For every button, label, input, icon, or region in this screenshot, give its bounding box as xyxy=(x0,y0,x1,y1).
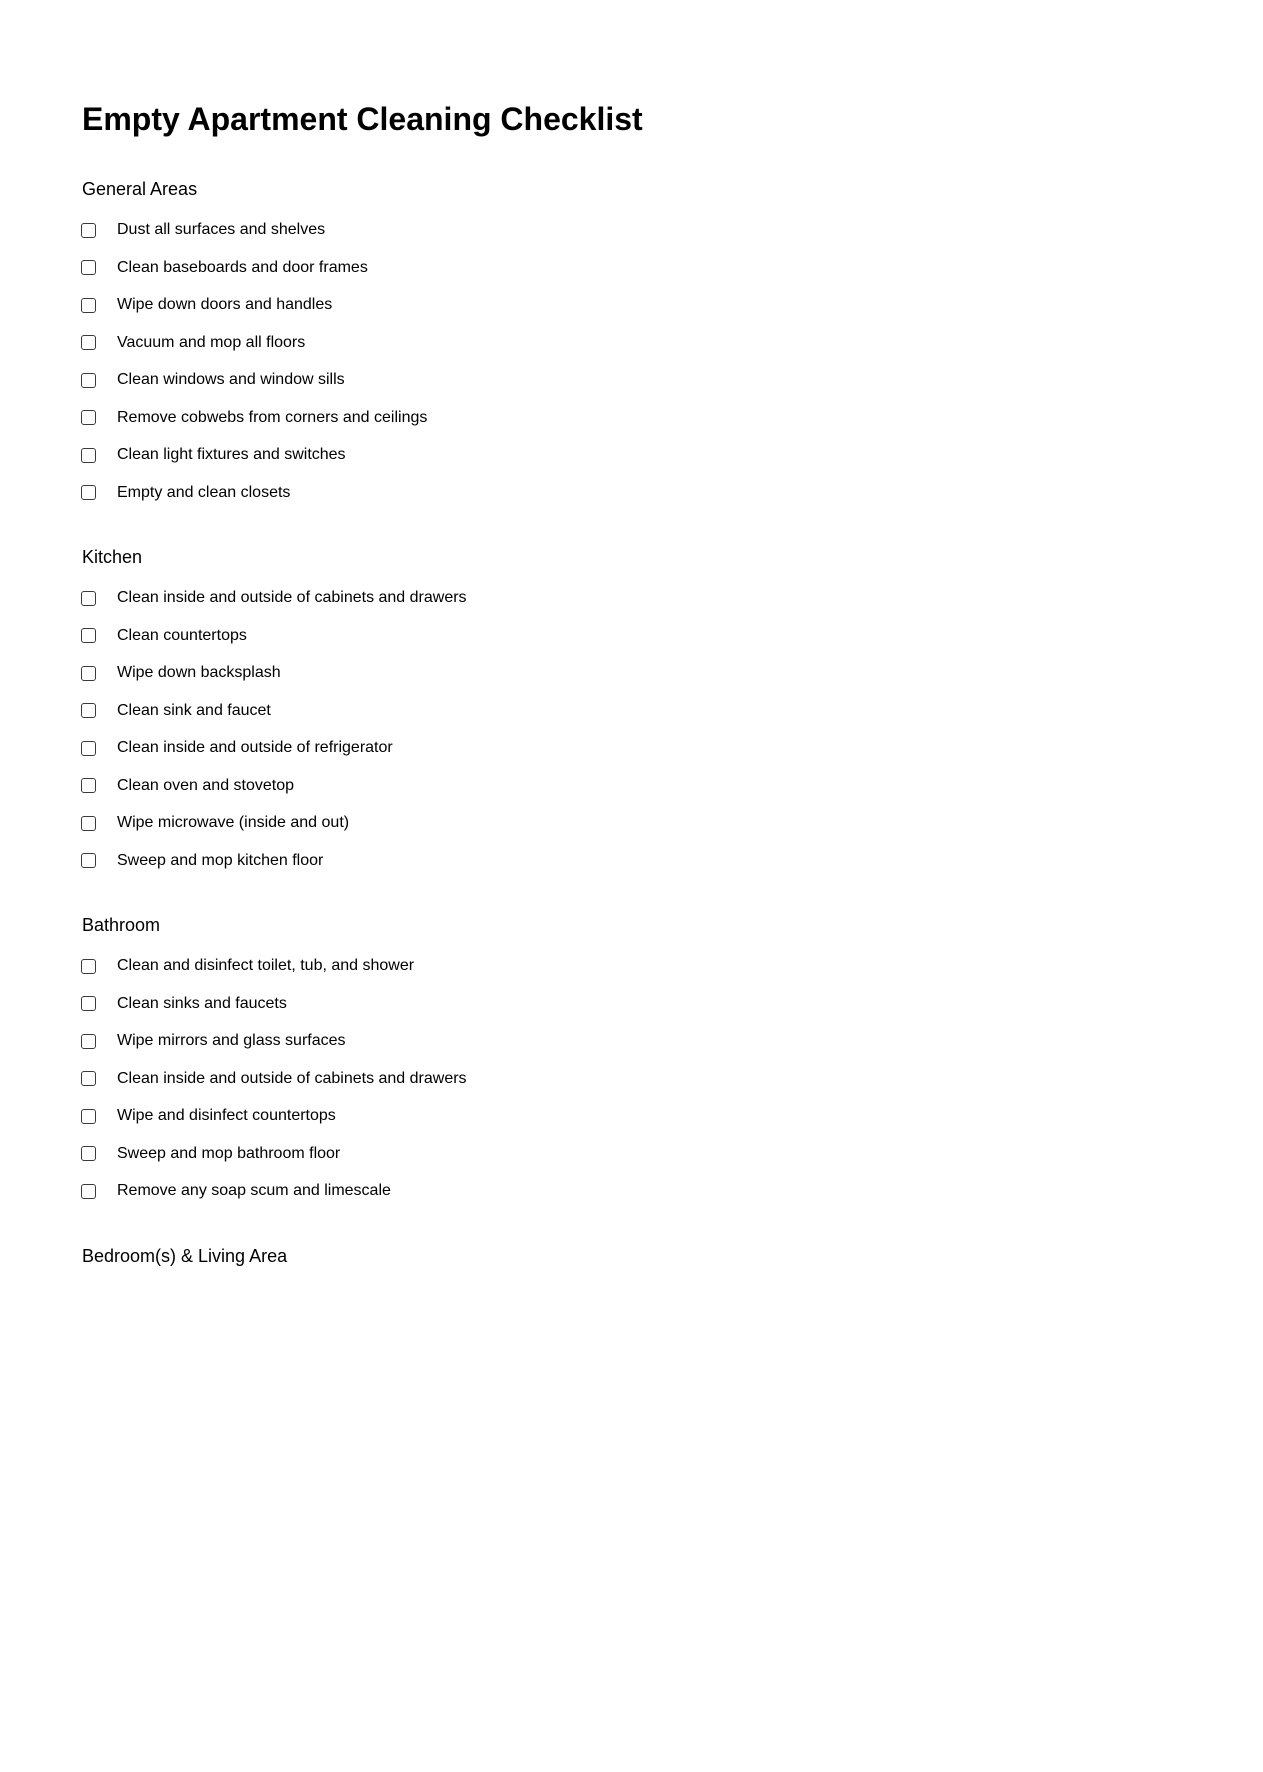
item-label: Clean light fixtures and switches xyxy=(117,446,346,463)
checkbox[interactable] xyxy=(81,1184,96,1199)
checkbox[interactable] xyxy=(81,703,96,718)
item-label: Empty and clean closets xyxy=(117,483,291,501)
checkbox[interactable] xyxy=(81,410,96,425)
checklist-item xyxy=(82,692,1263,730)
checklist-item xyxy=(82,579,1263,617)
checklist-item xyxy=(82,654,1263,692)
item-label: Remove any soap scum and limescale xyxy=(117,1182,391,1199)
item-label: Clean sink and faucet xyxy=(117,701,271,719)
checkbox[interactable] xyxy=(81,335,96,350)
checklist-item xyxy=(82,1022,1263,1060)
item-label: Dust all surfaces and shelves xyxy=(117,221,326,238)
checklist xyxy=(82,579,1263,879)
checklist-item xyxy=(82,286,1263,324)
checklist xyxy=(82,211,1263,511)
checklist-item xyxy=(82,729,1263,767)
item-label: Clean inside and outside of cabinets and drawers xyxy=(117,1069,467,1087)
checkbox[interactable] xyxy=(81,959,96,974)
checklist-item xyxy=(82,474,1263,512)
checkbox[interactable] xyxy=(81,741,96,756)
checklist-item xyxy=(82,249,1263,287)
item-label: Sweep and mop bathroom floor xyxy=(117,1144,341,1162)
item-label: Clean oven and stovetop xyxy=(117,776,295,794)
section-bedrooms-living-area xyxy=(82,1245,1263,1267)
checklist-item xyxy=(82,1135,1263,1173)
item-label: Wipe and disinfect countertops xyxy=(117,1107,336,1124)
item-label: Clean and disinfect toilet, tub, and shower xyxy=(117,957,415,974)
section-bathroom xyxy=(82,914,1263,1210)
checkbox[interactable] xyxy=(81,996,96,1011)
checkbox[interactable] xyxy=(81,1146,96,1161)
item-label: Clean inside and outside of refrigerator xyxy=(117,739,393,756)
item-label: Clean inside and outside of cabinets and drawers xyxy=(117,589,467,606)
checklist-item xyxy=(82,361,1263,399)
checkbox[interactable] xyxy=(81,591,96,606)
item-label: Clean windows and window sills xyxy=(117,371,345,388)
checkbox[interactable] xyxy=(81,1109,96,1124)
checkbox[interactable] xyxy=(81,298,96,313)
section-heading: Bedroom(s) & Living Area xyxy=(82,1245,288,1266)
checklist-item xyxy=(82,1172,1263,1210)
checklist-item xyxy=(82,324,1263,362)
checkbox[interactable] xyxy=(81,853,96,868)
item-label: Vacuum and mop all floors xyxy=(117,333,306,351)
item-label: Wipe mirrors and glass surfaces xyxy=(117,1032,346,1049)
checklist-item xyxy=(82,617,1263,655)
checkbox[interactable] xyxy=(81,485,96,500)
item-label: Clean baseboards and door frames xyxy=(117,258,368,276)
section-general-areas xyxy=(82,178,1263,511)
checkbox[interactable] xyxy=(81,373,96,388)
item-label: Wipe microwave (inside and out) xyxy=(117,814,350,831)
item-label: Clean sinks and faucets xyxy=(117,994,287,1012)
checklist-item xyxy=(82,1060,1263,1098)
checkbox[interactable] xyxy=(81,666,96,681)
checkbox[interactable] xyxy=(81,260,96,275)
checklist-item xyxy=(82,985,1263,1023)
checkbox[interactable] xyxy=(81,448,96,463)
section-heading: Kitchen xyxy=(82,547,143,567)
item-label: Wipe down backsplash xyxy=(117,664,281,681)
checklist xyxy=(82,947,1263,1210)
item-label: Wipe down doors and handles xyxy=(117,296,333,313)
checklist-item xyxy=(82,842,1263,880)
section-heading: General Areas xyxy=(82,179,198,199)
section-heading: Bathroom xyxy=(82,915,161,935)
checkbox[interactable] xyxy=(81,816,96,831)
page-title: Empty Apartment Cleaning Checklist xyxy=(82,101,643,137)
checkbox[interactable] xyxy=(81,1034,96,1049)
checklist-item xyxy=(82,804,1263,842)
item-label: Remove cobwebs from corners and ceilings xyxy=(117,408,428,426)
checklist-item xyxy=(82,1097,1263,1135)
checklist-item xyxy=(82,399,1263,437)
checklist-item xyxy=(82,947,1263,985)
section-kitchen xyxy=(82,546,1263,879)
checkbox[interactable] xyxy=(81,628,96,643)
checkbox[interactable] xyxy=(81,778,96,793)
checklist-item xyxy=(82,436,1263,474)
checkbox[interactable] xyxy=(81,1071,96,1086)
item-label: Sweep and mop kitchen floor xyxy=(117,851,324,869)
checklist-item xyxy=(82,211,1263,249)
item-label: Clean countertops xyxy=(117,626,247,644)
checklist-item xyxy=(82,767,1263,805)
checkbox[interactable] xyxy=(81,223,96,238)
